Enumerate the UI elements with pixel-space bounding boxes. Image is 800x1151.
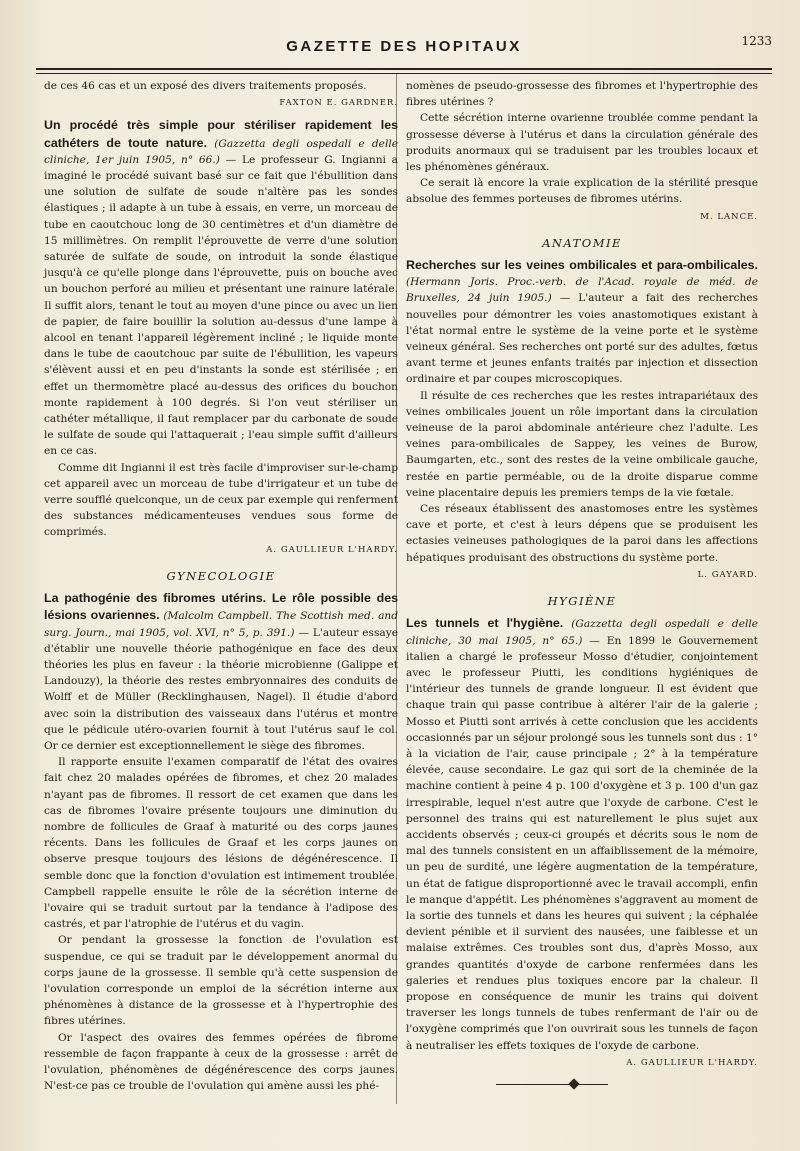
signature-lance: M. LANCE. [700,211,758,222]
article-paragraph [406,175,758,207]
article-title: Les tunnels et l'hygiène. [406,616,564,631]
article-text: Il résulte de ces recherches que les restes intrapariétaux des veines ombilicales jouent un rôle important dans la circulation veineuse de la paroi abdominale antérieure chez l'adulte. Les veines para-ombilicales de Sappey, les veines de Burow, Baumgarten, etc., sont des restes de la veine ombilicale gauche, restée en partie perméable, ou de la droite disparue comme veine placentaire depuis les premiers temps de la vie fœtale. [406,389,758,499]
page-number: 1233 [741,34,772,48]
journal-title: GAZETTE DES HOPITAUX [286,38,522,55]
section-heading-hygiene: HYGIÈNE [547,594,617,609]
article-text: Comme dit Ingianni il est très facile d'improviser sur-le-champ cet appareil avec un morceau de tube d'irrigateur et un tube de verre soufflé quelconque, un de ceux par exemple qui renferment des substances médicamenteuses vendues sous forme de comprimés. [44,461,398,539]
signature-gayard: L. GAYARD. [697,569,758,580]
ornament-diamond-icon [568,1078,579,1089]
article-title: La pathogénie des fibromes utérins. Le rôle possible des lésions ovariennes. [44,591,398,623]
intro-text: de ces 46 cas et un exposé des divers traitements proposés. [44,80,367,92]
left-column [44,78,398,1094]
page-header [36,34,772,62]
article-tunnels [406,615,758,1053]
article-text: Ces réseaux établissent des anastomoses entre les systèmes cave et porte, et c'est à leurs dépens que se produisent les ectasies veineuses pathologiques de la paroi dans les affections hépatiques produisant des obstructions du système porte. [406,503,758,564]
end-ornament [406,1079,758,1091]
article-text: — Le professeur G. Ingianni a imaginé le procédé suivant basé sur ce fait que l'ébullition dans une solution de sulfate de soude n'altère pas les sondes élastiques ; il adapte à un tube à essais, en verre, un morceau de tube en caoutchouc long de 30 centimètres et d'un diamètre de 15 millimètres. On remplit l'éprouvette de verre d'une solution saturée de sulfate de soude, on introduit la sonde élastique jusqu'à ce qu'elle plonge dans l'éprouvette, puis on bouche avec un bouchon perforé au milieu et présentant une rainure latérale. Il suffit alors, tenant le tout au moyen d'une pince ou avec un lien de papier, de faire bouillir la solution au-dessus d'une lampe à alcool en tenant l'appareil légèrement incliné ; le liquide monte dans le tube de caoutchouc par suite de l'ébullition, les vapeurs s'élèvent aussi et en peu d'instants la sonde est stérilisée ; en effet un thermomètre placé au-dessus des orifices du bouchon monte rapidement à 100 degrés. Si l'on veut stériliser un cathéter métallique, il faut remplacer par du carbonate de soude le sulfate de soude qui l'attaquerait ; l'eau simple suffit d'ailleurs en ce cas. [44,153,398,458]
signature-gardner: FAXTON E. GARDNER. [279,98,398,109]
article-text: Cette sécrétion interne ovarienne troublée comme pendant la grossesse déverse à l'utérus et dans la circulation générale des produits anormaux qui se traduisent par les troubles locaux et les phénomènes généraux. [406,112,758,174]
article-text: Or l'aspect des ovaires des femmes opérées de fibrome ressemble de façon frappante à ceux de la grossesse : arrêt de l'ovulation, phénomènes de dégénérescence des corps jaunes. N'est-ce pas ce trouble de l'ovulation qui amène aussi les phé- [44,1031,398,1093]
signature-gaullieur: A. GAULLIEUR L'HARDY. [266,544,398,555]
article-text: — L'auteur a fait des recherches nouvelles pour démontrer les voies anastomotiques existant à l'état normal entre le système de la veine porte et le système veineux général. Ses recherches ont porté sur des adultes, fœtus avant terme et jeunes enfants traités par injection et dissection ordinaire et par coupes microscopiques. [406,292,758,386]
right-column [406,78,758,1091]
article-fibromes [44,590,398,754]
ornament-line [496,1084,608,1085]
article-reference: (Gazzetta degli ospedali e delle cliniche, 1er juin 1905, n° 66.) [44,137,398,166]
continued-paragraph [406,78,758,110]
article-reference: (Malcolm Campbell. The Scottish med. and surg. Journ., mai 1905, vol. XVI, n° 5, p. 391.) [44,610,398,639]
header-rule [36,68,772,74]
article-text: — En 1899 le Gouvernement italien a chargé le professeur Mosso d'étudier, conjointement avec le professeur Piutti, les conditions hygiéniques de l'intérieur des tunnels de grande longueur. Il est évident que chaque train qui passe contribue à altérer l'air de la galerie ; Mosso et Piutti sont arrivés à cette conclusion que les accidents occasionnés par un séjour prolongé sous les tunnels sont dus : 1° à la viciation de l'air, cause principale ; 2° à la température élevée, cause secondaire. Le gaz qui sort de la cheminée de la machine contient à peine 4 p. 100 d'oxygène et 3 p. 100 d'un gaz irrespirable, lequel n'est autre que l'oxyde de carbone. C'est le personnel des trains qui est naturellement le plus sujet aux accidents observés ; ceux-ci groupés et décrits sous le nom de mal des tunnels consistent en un affaiblissement de la mémoire, un peu de surdité, une légère augmentation de la température, un état de fatigue disproportionné avec le travail accompli, enfin le manque d'appétit. Les phénomènes s'aggravent au moment de la sortie des tunnels et dans les heures qui suivent ; la céphalée devient pénible et il survient des nausées, une faiblesse et un malaise extrêmes. Ces troubles sont dus, d'après Mosso, aux grandes quantités d'oxyde de carbone renfermées dans les galeries et rendues plus toxiques encore par la chaleur. Il propose en conséquence de munir les trains qui doivent traverser les longs tunnels de tubes renfermant de l'air ou de l'oxygène comprimés que l'on ouvrirait sous les tunnels de façon à neutraliser les effets toxiques de l'oxyde de carbone. [406,634,758,1052]
article-text: nomènes de pseudo-grossesse des fibromes et l'hypertrophie des fibres utérines ? [406,80,758,109]
article-veines [406,257,758,388]
article-paragraph [44,932,398,1029]
article-paragraph [44,1030,398,1095]
article-paragraph [406,110,758,175]
article-text: Il rapporte ensuite l'examen comparatif de l'état des ovaires fait chez 20 malades opérées de fibromes, et chez 20 malades n'ayant pas de fibromes. Il ressort de cet examen que dans les cas de fibromes l'ovaire présente toujours une diminution du nombre de follicules de Graaf à maturité ou des corps jaunes récents. Dans les follicules de Graaf et les corps jaunes on observe presque toujours des lésions de dégénérescence. Il semble donc que la fonction d'ovulation est intimement troublée. Campbell rappelle ensuite le rôle de la sécrétion interne de l'ovaire qui se traduit surtout par la tendance à l'adipose des castrés, et par l'atrophie de l'utérus et du vagin. [44,756,398,931]
section-heading-anatomie: ANATOMIE [542,235,622,250]
article-text: Ce serait là encore la vraie explication de la stérilité presque absolue des femmes porteuses de fibromes utérins. [406,177,758,206]
article-reference: (Gazzetta degli ospedali e delle cliniche, 30 mai 1905, n° 65.) [406,618,759,647]
article-text: Or pendant la grossesse la fonction de l'ovulation est suspendue, ce qui se traduit par le développement anormal du corps jaune de la grossesse. Il semble qu'à cette suspension de l'ovulation corresponde un emploi de la sécrétion interne aux phénomènes à distance de la grossesse et à l'hypertrophie des fibres utérines. [44,934,398,1028]
article-paragraph [406,501,758,566]
signature-gaullieur-2: A. GAULLIEUR L'HARDY. [626,1057,758,1068]
article-paragraph [406,388,758,501]
intro-paragraph [44,78,398,94]
article-title: Recherches sur les veines ombilicales et para-ombilicales. [406,258,758,273]
article-reference: (Hermann Joris. Proc.-verb. de l'Acad. royale de méd. de Bruxelles, 24 juin 1905.) [406,276,758,305]
article-title: Un procédé très simple pour stériliser rapidement les cathéters de toute nature. [44,118,398,150]
article-paragraph [44,460,398,541]
article-paragraph [44,754,398,932]
article-text: — L'auteur essaye d'établir une nouvelle théorie pathogénique en face des deux théories les plus en faveur : la théorie microbienne (Galippe et Landouzy), la théorie des restes embryonnaires des conduits de Wolff et de Müller (Recklinghausen, Nagel). Il étudie d'abord avec soin la distribution des vaisseaux dans l'utérus et montre que le pédicule utéro-ovarien fournit à tout l'utérus sauf le col. Or ce dernier est exceptionnellement le siège des fibromes. [44,626,398,752]
article-sterilisation [44,117,398,459]
section-heading-gynecologie: GYNECOLOGIE [166,568,276,583]
